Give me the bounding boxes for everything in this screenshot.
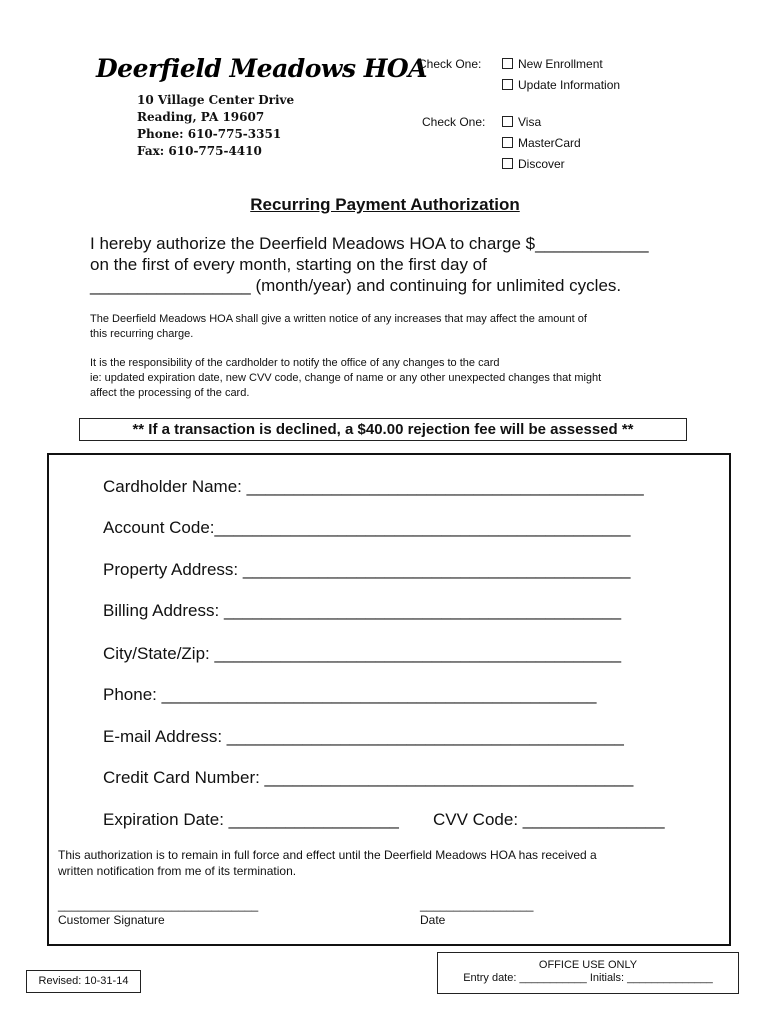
email-field[interactable]: E-mail Address: __________________________________________: [103, 727, 624, 746]
account-code-field[interactable]: Account Code:____________________________________________: [103, 518, 631, 537]
phone-field[interactable]: Phone: ______________________________________________: [103, 685, 597, 704]
office-use-title: OFFICE USE ONLY: [538, 959, 638, 971]
expiration-date-field[interactable]: Expiration Date: __________________: [103, 810, 399, 829]
card-option-mastercard[interactable]: MasterCard: [502, 136, 581, 150]
cvv-code-field[interactable]: CVV Code: _______________: [433, 810, 665, 829]
terms-line1: This authorization is to remain in full force and effect until the Deerfield Meadows HOA has received a: [58, 848, 597, 862]
org-phone: Phone: 610-775-3351: [137, 127, 282, 141]
notice-paragraph-1: The Deerfield Meadows HOA shall give a written notice of any increases that may affect the amount of this recurring charge.: [90, 313, 587, 340]
enrollment-option-update[interactable]: Update Information: [502, 78, 620, 92]
org-fax: Fax: 610-775-4410: [137, 144, 262, 158]
authorization-line1: I hereby authorize the Deerfield Meadows HOA to charge $____________: [90, 234, 649, 253]
enrollment-label: Check One:: [418, 57, 482, 71]
card-option-visa[interactable]: Visa: [502, 115, 541, 129]
enrollment-option-new[interactable]: New Enrollment: [502, 57, 603, 71]
org-name: Deerfield Meadows HOA: [96, 54, 428, 83]
card-option-discover[interactable]: Discover: [502, 157, 565, 171]
date-label: Date: [420, 913, 446, 927]
notice-paragraph-2: It is the responsibility of the cardholder to notify the office of any changes to the card ie: updated expiration date, new CVV code, change of name or any other unexpected changes that might affect the processing of the card.: [90, 357, 602, 399]
credit-card-number-field[interactable]: Credit Card Number: _______________________________________: [103, 768, 634, 787]
terms-line2: written notification from me of its termination.: [58, 864, 297, 878]
authorization-line2: on the first of every month, starting on the first day of: [90, 255, 487, 274]
signature-line[interactable]: ______________________________: [58, 898, 259, 912]
checkbox-icon[interactable]: [502, 58, 513, 69]
revised-date: Revised: 10-31-14: [26, 970, 141, 993]
checkbox-icon[interactable]: [502, 116, 513, 127]
org-address-line2: Reading, PA 19607: [137, 110, 265, 124]
form-title: Recurring Payment Authorization: [250, 195, 520, 214]
office-entry-line[interactable]: Entry date: ___________ Initials: ______________: [463, 972, 713, 984]
card-type-label: Check One:: [422, 115, 486, 129]
date-line[interactable]: _________________: [420, 898, 534, 912]
checkbox-icon[interactable]: [502, 79, 513, 90]
property-address-field[interactable]: Property Address: _________________________________________: [103, 560, 631, 579]
billing-address-field[interactable]: Billing Address: __________________________________________: [103, 601, 622, 620]
office-use-box: [437, 952, 739, 994]
cardholder-name-field[interactable]: Cardholder Name: __________________________________________: [103, 477, 644, 496]
rejection-fee-warning: ** If a transaction is declined, a $40.00 rejection fee will be assessed **: [79, 418, 687, 441]
city-state-zip-field[interactable]: City/State/Zip: ___________________________________________: [103, 644, 622, 663]
authorization-line3: _________________ (month/year) and continuing for unlimited cycles.: [90, 276, 622, 295]
signature-label: Customer Signature: [58, 913, 165, 927]
checkbox-icon[interactable]: [502, 137, 513, 148]
checkbox-icon[interactable]: [502, 158, 513, 169]
org-address-line1: 10 Village Center Drive: [137, 93, 295, 107]
